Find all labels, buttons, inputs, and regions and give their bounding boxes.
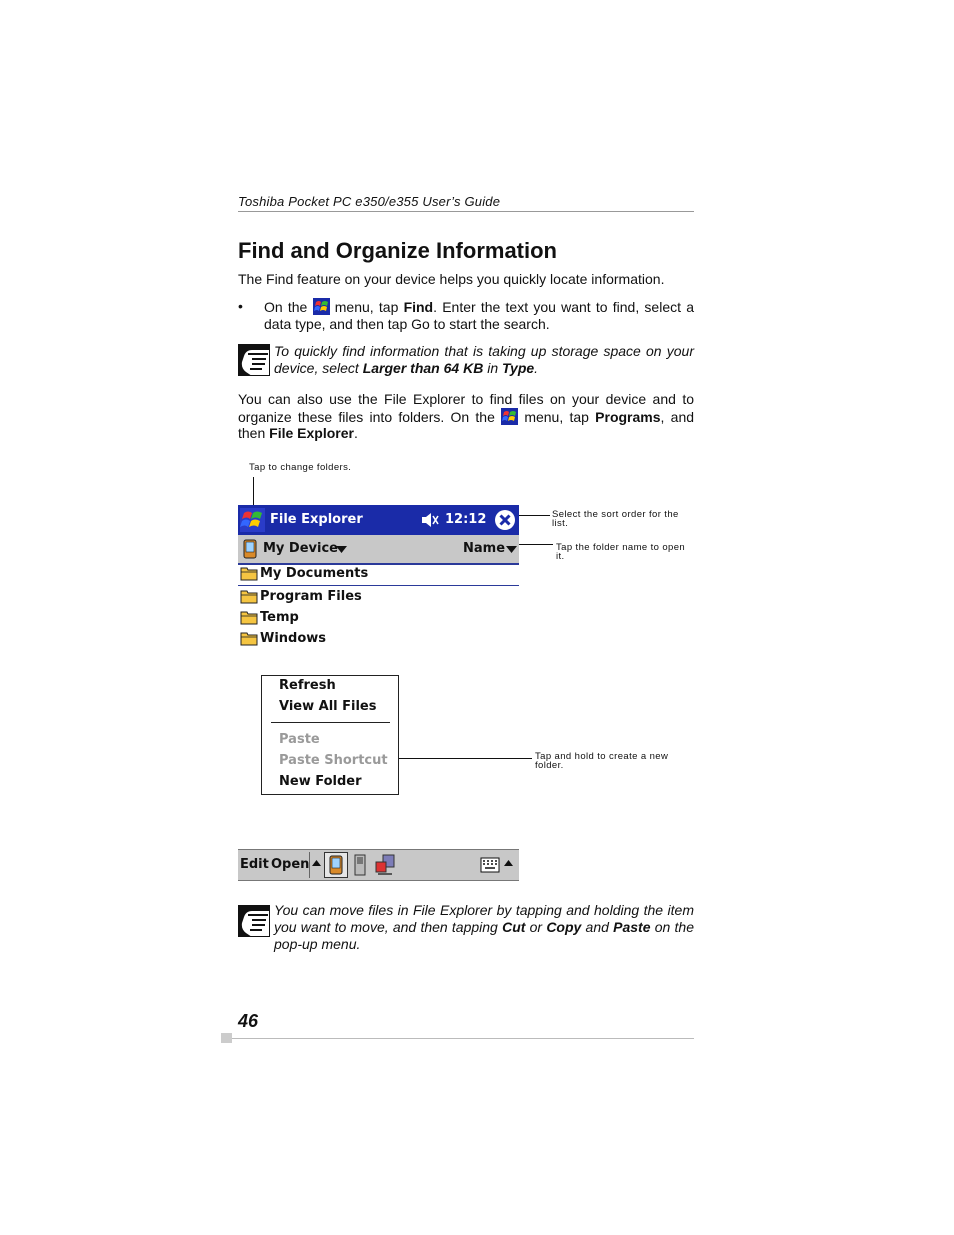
list-item[interactable] [238,586,519,607]
location-bar [238,535,519,565]
app-title: File Explorer [270,512,363,527]
note-text: . [534,360,539,376]
popup-menu [261,675,399,795]
open-menu[interactable]: Open [271,857,310,872]
find-term: Find [403,299,434,315]
speaker-icon[interactable] [421,512,439,528]
section-title: Find and Organize Information [238,238,557,263]
callout-line [519,515,550,516]
note-hand-icon [238,344,270,376]
list-item[interactable] [238,564,519,586]
up-arrow-icon[interactable] [504,860,513,866]
folder-name: Program Files [260,589,362,604]
callout-line [253,477,254,507]
para-term: Programs [595,408,661,425]
para-text: , and then [238,408,695,441]
para-text: menu, tap [518,408,596,425]
list-item[interactable] [238,607,519,628]
note-text: or [525,919,547,935]
chevron-down-icon[interactable] [506,546,517,553]
device-view-button[interactable] [324,852,348,878]
sort-dropdown[interactable]: Name [463,541,506,556]
callout-sort-order: Select the sort order for the list. [552,509,679,529]
windows-start-icon [313,298,330,315]
bullet-text: On the [264,299,313,315]
note-hand-icon [238,905,270,937]
callout-line [381,758,532,759]
file-explorer-titlebar [238,505,519,535]
bullet-text: . Enter the text you want to find, select a data type, and then tap Go to start the search. [264,299,694,332]
note-term: Copy [546,919,582,935]
close-icon[interactable] [494,509,516,531]
running-header: Toshiba Pocket PC e350/e355 User’s Guide [238,194,501,209]
network-share-icon[interactable] [375,854,395,876]
note-text: and [581,919,614,935]
page-number: 46 [238,1011,259,1031]
footer-rule [232,1038,694,1039]
note-storage [274,343,694,377]
menu-separator [271,722,390,723]
footer-marker [221,1033,232,1043]
para-text: You can also use the File Explorer to find files on your device and to organize these files into folders. On the [238,391,694,425]
header-rule [238,211,694,212]
file-explorer-paragraph [238,391,694,442]
list-item[interactable] [238,628,519,649]
bullet-marker: • [238,298,243,314]
bar-divider [309,852,310,878]
menu-item-new-folder[interactable]: New Folder [279,774,362,789]
menu-item-paste[interactable]: Paste [279,732,320,747]
chevron-down-icon[interactable] [336,546,347,553]
folder-icon [240,589,258,604]
keyboard-icon[interactable] [480,857,500,873]
menu-item-paste-shortcut[interactable]: Paste Shortcut [279,753,388,768]
up-arrow-icon[interactable] [312,860,321,866]
folder-icon [240,631,258,646]
storage-card-icon[interactable] [354,854,366,876]
menu-item-refresh[interactable]: Refresh [279,678,336,693]
folder-name: Windows [260,631,327,646]
bullet-text: menu, tap [329,299,404,315]
device-icon [243,539,257,559]
folder-dropdown[interactable]: My Device [263,541,338,556]
start-menu-icon[interactable] [240,508,265,532]
folder-icon [240,566,258,581]
note-text: on the pop-up menu. [274,919,694,952]
note-text: To quickly find information that is taking up storage space on your device, select [274,343,694,376]
note-term: Cut [502,919,526,935]
folder-list [238,564,519,649]
note-term: Type [502,360,535,376]
note-text: You can move files in File Explorer by tapping and holding the item you want to move, and then tapping [274,902,694,935]
callout-change-folders: Tap to change folders. [249,462,352,473]
folder-name: Temp [260,610,299,625]
edit-menu[interactable]: Edit [240,857,269,872]
command-bar [238,849,519,881]
callout-folder-name: Tap the folder name to open it. [556,542,686,562]
menu-item-view-all-files[interactable]: View All Files [279,699,377,714]
windows-start-icon [501,408,518,425]
note-move-files [274,902,694,953]
intro-paragraph: The Find feature on your device helps you quickly locate information. [238,271,665,287]
note-term: Larger than 64 KB [362,360,484,376]
folder-name: My Documents [260,566,369,581]
clock-time[interactable]: 12:12 [445,512,487,527]
bullet-item [264,298,694,332]
callout-new-folder: Tap and hold to create a new folder. [535,751,669,771]
para-term: File Explorer [269,425,354,441]
folder-icon [240,610,258,625]
para-text: . [353,425,358,441]
note-text: in [483,360,502,376]
note-term: Paste [613,919,651,935]
device-icon [329,855,343,875]
